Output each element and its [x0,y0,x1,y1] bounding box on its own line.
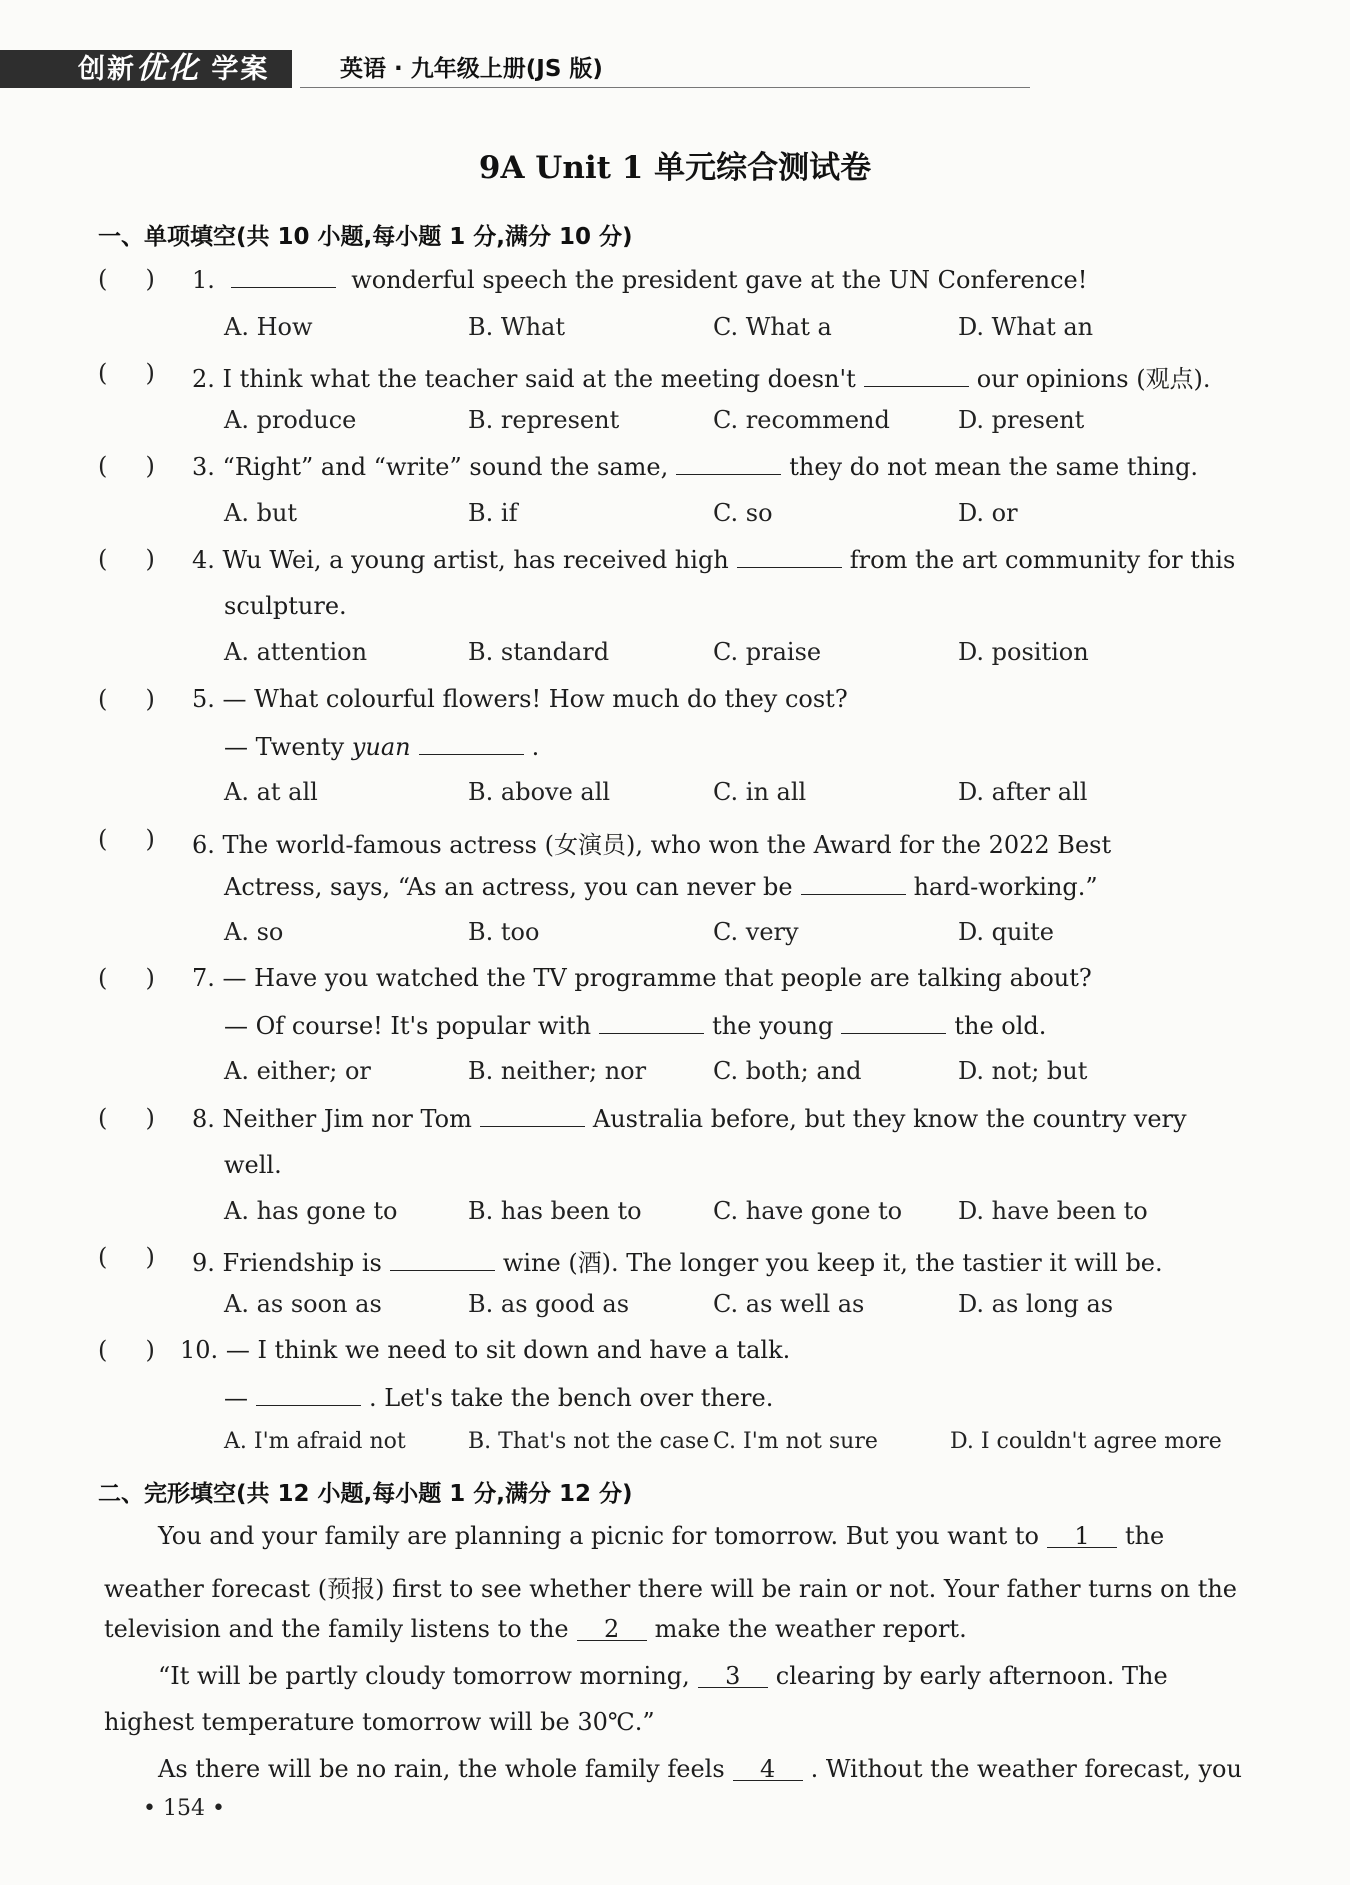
option-d[interactable]: D. position [958,638,1089,666]
question-8: 8. Neither Jim nor Tom Australia before, but they know the country very [192,1105,1187,1133]
question-7-line2: — Of course! It's popular with the young the old. [224,1012,1047,1040]
option-d[interactable]: D. present [958,406,1085,434]
option-a[interactable]: A. I'm afraid not [224,1429,406,1454]
option-b[interactable]: B. as good as [468,1290,630,1318]
answer-paren-4[interactable]: ( ) [98,545,155,573]
answer-paren-3[interactable]: ( ) [98,452,155,480]
blank[interactable] [599,1011,704,1034]
option-a[interactable]: A. either; or [224,1057,371,1085]
passage-line-4: “It will be partly cloudy tomorrow morning, 3 clearing by early afternoon. The [158,1662,1168,1690]
blank[interactable] [737,545,842,568]
option-c[interactable]: C. both; and [713,1057,862,1085]
passage-line-1: You and your family are planning a picnic for tomorrow. But you want to 1 the [158,1522,1165,1550]
blank[interactable] [480,1104,585,1127]
section-1-heading: 一、单项填空(共 10 小题,每小题 1 分,满分 10 分) [98,224,633,250]
question-2: 2. I think what the teacher said at the meeting doesn't our opinions (观点). [192,365,1211,393]
question-4-cont: sculpture. [224,592,347,620]
option-d[interactable]: D. What an [958,313,1094,341]
answer-paren-6[interactable]: ( ) [98,825,155,853]
option-c[interactable]: C. very [713,918,799,946]
question-9: 9. Friendship is wine (酒). The longer you keep it, the tastier it will be. [192,1249,1163,1277]
brand-text-1: 创新 [78,54,136,85]
option-d[interactable]: D. have been to [958,1197,1148,1225]
option-d[interactable]: D. I couldn't agree more [950,1429,1222,1454]
option-b[interactable]: B. above all [468,778,611,806]
option-b[interactable]: B. standard [468,638,610,666]
question-4: 4. Wu Wei, a young artist, has received high from the art community for this [192,546,1236,574]
option-c[interactable]: C. recommend [713,406,890,434]
brand-text-2: 优化 [136,51,200,86]
option-b[interactable]: B. neither; nor [468,1057,647,1085]
blank-4[interactable]: 4 [733,1758,803,1781]
answer-paren-2[interactable]: ( ) [98,359,155,387]
option-c[interactable]: C. What a [713,313,832,341]
blank[interactable] [256,1383,361,1406]
option-a[interactable]: A. as soon as [224,1290,382,1318]
blank[interactable] [231,265,336,288]
option-a[interactable]: A. attention [224,638,368,666]
option-c[interactable]: C. praise [713,638,822,666]
blank-1[interactable]: 1 [1047,1525,1117,1548]
answer-paren-10[interactable]: ( ) [98,1336,155,1364]
blank[interactable] [801,872,906,895]
answer-paren-7[interactable]: ( ) [98,964,155,992]
option-b[interactable]: B. has been to [468,1197,642,1225]
question-5: 5. — What colourful flowers! How much do they cost? [192,685,848,713]
option-c[interactable]: C. so [713,499,773,527]
question-7: 7. — Have you watched the TV programme that people are talking about? [192,964,1092,992]
question-6-line2: Actress, says, “As an actress, you can never be hard-working.” [224,873,1098,901]
option-b[interactable]: B. represent [468,406,620,434]
option-a[interactable]: A. has gone to [224,1197,398,1225]
blank[interactable] [841,1011,946,1034]
passage-line-3: television and the family listens to the 2 make the weather report. [104,1615,967,1643]
answer-paren-8[interactable]: ( ) [98,1104,155,1132]
answer-paren-1[interactable]: ( ) [98,265,155,293]
question-10: 10. — I think we need to sit down and have a talk. [180,1336,791,1364]
section-2-heading: 二、完形填空(共 12 小题,每小题 1 分,满分 12 分) [98,1481,633,1507]
blank[interactable] [390,1248,495,1271]
option-b[interactable]: B. too [468,918,540,946]
page-title: 9A Unit 1 单元综合测试卷 [478,150,872,186]
option-c[interactable]: C. as well as [713,1290,865,1318]
question-6: 6. The world-famous actress (女演员), who won the Award for the 2022 Best [192,831,1112,859]
option-c[interactable]: C. in all [713,778,807,806]
question-3: 3. “Right” and “write” sound the same, they do not mean the same thing. [192,453,1199,481]
option-a[interactable]: A. at all [224,778,318,806]
option-c[interactable]: C. I'm not sure [713,1429,878,1454]
option-d[interactable]: D. not; but [958,1057,1088,1085]
question-10-line2: — . Let's take the bench over there. [224,1384,774,1412]
option-c[interactable]: C. have gone to [713,1197,903,1225]
passage-line-5: highest temperature tomorrow will be 30℃.” [104,1708,655,1736]
option-b[interactable]: B. That's not the case [468,1429,710,1454]
option-a[interactable]: A. so [224,918,284,946]
answer-paren-5[interactable]: ( ) [98,685,155,713]
header-rule [300,87,1030,88]
option-d[interactable]: D. after all [958,778,1088,806]
option-b[interactable]: B. What [468,313,565,341]
blank[interactable] [419,732,524,755]
brand-logo [0,50,292,88]
option-a[interactable]: A. How [224,313,313,341]
blank[interactable] [676,452,781,475]
blank[interactable] [864,364,969,387]
option-d[interactable]: D. quite [958,918,1054,946]
brand-text-3: 学案 [211,54,270,85]
blank-3[interactable]: 3 [698,1665,768,1688]
option-d[interactable]: D. or [958,499,1018,527]
question-1: 1. wonderful speech the president gave at the UN Conference! [192,266,1088,294]
question-5-line2: — Twenty yuan . [224,733,540,761]
option-a[interactable]: A. but [224,499,298,527]
option-a[interactable]: A. produce [224,406,357,434]
question-8-cont: well. [224,1151,282,1179]
page-number: • 154 • [143,1796,225,1821]
book-title: 英语 · 九年级上册(JS 版) [340,56,603,82]
passage-line-6: As there will be no rain, the whole family feels 4 . Without the weather forecast, you [158,1755,1242,1783]
option-d[interactable]: D. as long as [958,1290,1114,1318]
option-b[interactable]: B. if [468,499,518,527]
page-header [0,50,1350,90]
blank-2[interactable]: 2 [577,1618,647,1641]
answer-paren-9[interactable]: ( ) [98,1243,155,1271]
passage-line-2: weather forecast (预报) first to see whether there will be rain or not. Your father turns on the [104,1575,1238,1603]
